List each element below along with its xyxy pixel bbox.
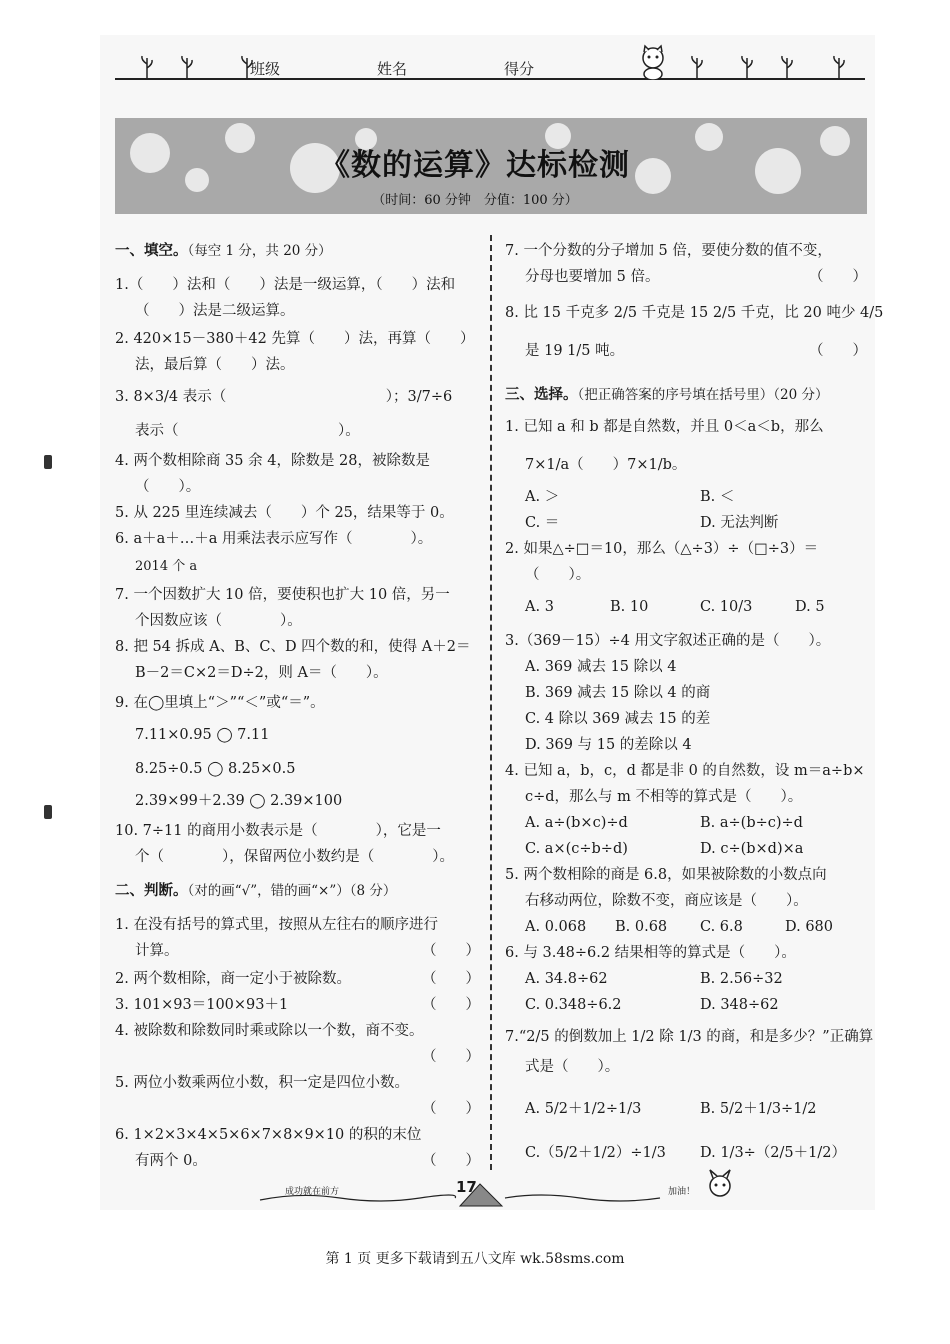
- sprout-icon: [690, 52, 704, 78]
- sprout-icon: [740, 52, 754, 78]
- option: C.（5/2＋1/2）÷1/3: [525, 1145, 666, 1161]
- judge-line: 6. 1×2×3×4×5×6×7×8×9×10 的积的末位: [115, 1127, 422, 1143]
- option: A. 369 减去 15 除以 4: [525, 659, 677, 675]
- choice-line: 5. 两个数相除的商是 6.8，如果被除数的小数点向: [505, 867, 827, 883]
- question-line: 个（ ），保留两位小数约是（ ）。: [135, 849, 454, 865]
- judge-line: 有两个 0。: [135, 1153, 207, 1169]
- bottom-note: 第 1 页 更多下载请到五八文库 wk.58sms.com: [325, 1251, 625, 1267]
- sprout-icon: [180, 52, 194, 78]
- option: B. 5/2＋1/3÷1/2: [700, 1101, 817, 1117]
- choice-line: 2. 如果△÷□＝10，那么（△÷3）÷（□÷3）＝: [505, 541, 819, 557]
- choice-line: 右移动两位，除数不变，商应该是（ ）。: [525, 893, 808, 909]
- question-line: 2. 420×15－380＋42 先算（ ）法，再算（ ）: [115, 331, 475, 347]
- answer-paren[interactable]: （ ）: [422, 1049, 480, 1065]
- answer-paren[interactable]: （ ）: [422, 1101, 480, 1117]
- sprout-icon: [780, 52, 794, 78]
- section-heading: 二、判断。（对的画“√”，错的画“×”）（8 分）: [115, 883, 397, 899]
- judge-line: 5. 两位小数乘两位小数，积一定是四位小数。: [115, 1075, 409, 1091]
- choice-line: 4. 已知 a，b，c，d 都是非 0 的自然数，设 m＝a÷b×: [505, 763, 865, 779]
- scan-mark: [44, 455, 52, 469]
- answer-paren[interactable]: （ ）: [809, 269, 867, 285]
- cat-icon: [633, 44, 673, 80]
- option: C. a×(c÷b÷d): [525, 841, 628, 857]
- page-title: 《数的运算》达标检测: [320, 148, 630, 183]
- judge-line: 1. 在没有括号的算式里，按照从左往右的顺序进行: [115, 917, 438, 933]
- option: D. 369 与 15 的差除以 4: [525, 737, 692, 753]
- question-line: 10. 7÷11 的商用小数表示是（ ），它是一: [115, 823, 441, 839]
- judge-line: 计算。: [135, 943, 179, 959]
- question-line: 6. a＋a＋…＋a 用乘法表示应写作（ ）。: [115, 531, 433, 547]
- question-line: 8. 把 54 拆成 A、B、C、D 四个数的和，使得 A＋2＝: [115, 639, 471, 655]
- judge-line: 7. 一个分数的分子增加 5 倍，要使分数的值不变，: [505, 243, 832, 259]
- question-line: 3. 8×3/4 表示（ ）；3/7÷6: [115, 389, 453, 405]
- choice-line: c÷d，那么与 m 不相等的算式是（ ）。: [525, 789, 803, 805]
- question-line: （ ）。: [135, 479, 201, 495]
- judge-line: 8. 比 15 千克多 2/5 千克是 15 2/5 千克，比 20 吨少 4/5: [505, 305, 884, 321]
- section-heading: 一、填空。（每空 1 分，共 20 分）: [115, 243, 332, 259]
- mascot-icon: [700, 1168, 740, 1204]
- question-line: 7.11×0.95 ◯ 7.11: [135, 727, 270, 743]
- footer-right-text: 加油！: [668, 1187, 696, 1197]
- choice-line: 7×1/a（ ）7×1/b。: [525, 457, 687, 473]
- option: C. ＝: [525, 515, 560, 531]
- option: A. a÷(b×c)÷d: [525, 815, 628, 831]
- option: B. 369 减去 15 除以 4 的商: [525, 685, 711, 701]
- footer-left-text: 成功就在前方: [285, 1187, 340, 1197]
- scan-mark: [44, 805, 52, 819]
- option: D. 5: [795, 599, 825, 615]
- question-line: 4. 两个数相除商 35 余 4，除数是 28，被除数是: [115, 453, 431, 469]
- choice-line: 式是（ ）。: [525, 1059, 620, 1075]
- option: C. 6.8: [700, 919, 743, 935]
- question-line: 法，最后算（ ）法。: [135, 357, 295, 373]
- option: C. 0.348÷6.2: [525, 997, 622, 1013]
- judge-line: 是 19 1/5 吨。: [525, 343, 625, 359]
- choice-line: 6. 与 3.48÷6.2 结果相等的算式是（ ）。: [505, 945, 796, 961]
- section-heading: 三、选择。（把正确答案的序号填在括号里）（20 分）: [505, 387, 829, 403]
- question-line: 表示（ ）。: [135, 423, 360, 439]
- question-line: 8.25÷0.5 ◯ 8.25×0.5: [135, 761, 296, 777]
- header-fields: [250, 58, 613, 79]
- option: C. 10/3: [700, 599, 753, 615]
- question-line: 7. 一个因数扩大 10 倍，要使积也扩大 10 倍，另一: [115, 587, 450, 603]
- question-line: 个因数应该（ ）。: [135, 613, 302, 629]
- judge-line: 2. 两个数相除，商一定小于被除数。: [115, 971, 351, 987]
- question-line: 5. 从 225 里连续减去（ ）个 25，结果等于 0。: [115, 505, 454, 521]
- sprout-icon: [832, 52, 846, 78]
- page-number: 17: [456, 1178, 477, 1196]
- question-line: （ ）法是二级运算。: [135, 303, 295, 319]
- option: D. 1/3÷（2/5＋1/2）: [700, 1145, 846, 1161]
- question-line: 1.（ ）法和（ ）法是一级运算，（ ）法和: [115, 277, 456, 293]
- option: B. 0.68: [615, 919, 668, 935]
- class-field[interactable]: [284, 62, 359, 79]
- option: A. 0.068: [525, 919, 587, 935]
- class-label: 班级: [250, 60, 281, 78]
- answer-paren[interactable]: （ ）: [422, 997, 480, 1013]
- option: A. 5/2＋1/2÷1/3: [525, 1101, 642, 1117]
- choice-line: 3.（369－15）÷4 用文字叙述正确的是（ ）。: [505, 633, 831, 649]
- page-subtitle: （时间：60 分钟 分值：100 分）: [372, 193, 578, 208]
- score-field[interactable]: [538, 62, 613, 79]
- option: D. 680: [785, 919, 834, 935]
- question-line: 2014 个 a: [135, 559, 198, 574]
- score-label: 得分: [504, 60, 535, 78]
- option: B. ＜: [700, 489, 735, 505]
- judge-line: 3. 101×93＝100×93＋1: [115, 997, 289, 1013]
- choice-line: 7.“2/5 的倒数加上 1/2 除 1/3 的商，和是多少？”正确算: [505, 1029, 874, 1045]
- option: C. 4 除以 369 减去 15 的差: [525, 711, 711, 727]
- option: D. c÷(b×d)×a: [700, 841, 804, 857]
- option: A. 3: [525, 599, 554, 615]
- option: D. 348÷62: [700, 997, 779, 1013]
- choice-line: （ ）。: [525, 567, 591, 583]
- column-divider: [490, 235, 492, 1170]
- judge-line: 分母也要增加 5 倍。: [525, 269, 660, 285]
- option: B. a÷(b÷c)÷d: [700, 815, 803, 831]
- answer-paren[interactable]: （ ）: [809, 343, 867, 359]
- answer-paren[interactable]: （ ）: [422, 1153, 480, 1169]
- option: A. ＞: [525, 489, 560, 505]
- answer-paren[interactable]: （ ）: [422, 971, 480, 987]
- sprout-icon: [140, 52, 154, 78]
- judge-line: 4. 被除数和除数同时乘或除以一个数，商不变。: [115, 1023, 424, 1039]
- question-line: B－2＝C×2＝D÷2，则 A＝（ ）。: [135, 665, 388, 681]
- option: B. 10: [610, 599, 649, 615]
- name-label: 姓名: [377, 60, 408, 78]
- option: B. 2.56÷32: [700, 971, 783, 987]
- choice-line: 1. 已知 a 和 b 都是自然数，并且 0＜a＜b，那么: [505, 419, 824, 435]
- option: D. 无法判断: [700, 515, 779, 531]
- question-line: 2.39×99＋2.39 ◯ 2.39×100: [135, 793, 343, 809]
- name-field[interactable]: [411, 62, 486, 79]
- option: A. 34.8÷62: [525, 971, 608, 987]
- question-line: 9. 在◯里填上“＞”“＜”或“＝”。: [115, 695, 325, 711]
- answer-paren[interactable]: （ ）: [422, 943, 480, 959]
